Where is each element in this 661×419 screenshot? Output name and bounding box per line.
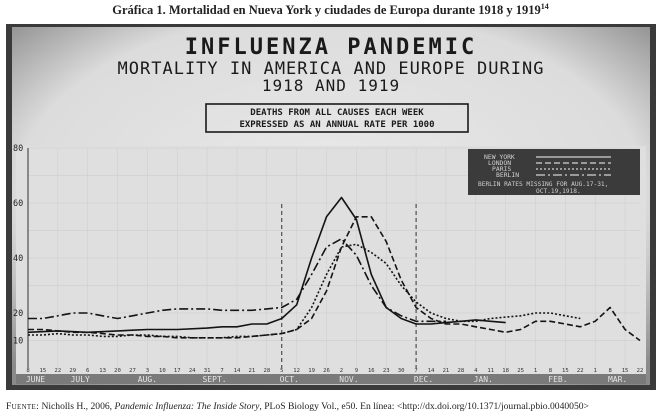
x-week-label: 31	[203, 368, 211, 374]
x-week-label: 19	[308, 368, 315, 374]
chart-subtitle-line2: 1918 AND 1919	[261, 76, 401, 95]
y-tick-label: 20	[13, 309, 24, 319]
legend-note-line2: OCT.19,1918.	[536, 188, 581, 195]
x-week-label: 12	[293, 368, 301, 374]
y-tick-label: 10	[13, 336, 24, 347]
x-week-label: 5	[280, 368, 284, 374]
x-week-label: 23	[382, 368, 390, 374]
x-week-label: 7	[220, 368, 224, 374]
x-week-label: 8	[608, 368, 612, 374]
x-week-label: 16	[367, 368, 375, 374]
x-week-label: 8	[548, 368, 553, 374]
x-week-label: 1	[593, 368, 597, 374]
x-month-label: SEPT.	[202, 375, 227, 384]
x-week-label: 8	[26, 368, 30, 374]
x-month-label: JUNE	[25, 375, 46, 384]
x-week-label: 18	[502, 368, 510, 374]
x-week-label: 2	[339, 368, 344, 374]
x-month-label: NOV.	[339, 375, 359, 384]
x-week-label: 22	[54, 368, 62, 374]
x-week-label: 28	[457, 368, 465, 374]
legend-label-berlin: BERLIN	[496, 171, 520, 179]
x-month-label: AUG.	[137, 375, 158, 384]
x-week-label: 14	[233, 368, 241, 374]
x-week-label: 10	[158, 368, 166, 374]
x-month-label: DEC.	[413, 375, 434, 384]
legend-label-london: LONDON	[488, 159, 512, 167]
legend-label-paris: PARIS	[492, 165, 512, 173]
x-week-label: 22	[576, 368, 584, 374]
caption-box-line1: DEATHS FROM ALL CAUSES EACH WEEK	[250, 108, 424, 118]
x-week-label: 21	[442, 368, 450, 374]
x-week-label: 15	[561, 368, 569, 374]
x-week-label: 15	[39, 368, 47, 374]
source-text-after: , PLoS Biology Vol., e50. En línea: <http://dx.doi.org/10.1371/journal.pbio.0040050>	[259, 401, 589, 412]
x-month-label: JAN.	[473, 375, 493, 384]
chart-title: INFLUENZA PANDEMIC	[184, 35, 478, 60]
x-week-label: 25	[517, 368, 524, 374]
x-week-label: 29	[69, 368, 77, 374]
x-week-label: 4	[474, 368, 478, 374]
legend-label-new-york: NEW YORK	[484, 153, 515, 161]
y-tick-label: 80	[13, 144, 24, 154]
x-week-label: 6	[86, 368, 90, 374]
x-week-label: 17	[173, 368, 181, 374]
figure-heading	[0, 2, 661, 18]
x-week-label: 26	[323, 368, 330, 374]
x-month-label: MAR.	[607, 375, 628, 384]
x-week-label: 27	[129, 368, 136, 374]
x-week-label: 1	[533, 368, 538, 374]
x-month-label: JULY	[70, 375, 90, 384]
caption-box-line2: EXPRESSED AS AN ANNUAL RATE PER 1000	[239, 120, 435, 130]
x-week-label: 15	[621, 368, 629, 374]
chart-subtitle-line1: MORTALITY IN AMERICA AND EUROPE DURING	[117, 59, 545, 79]
x-week-label: 11	[487, 368, 495, 374]
x-month-label: FEB.	[548, 375, 568, 384]
legend-note-line1: BERLIN RATES MISSING FOR AUG.17-31,	[478, 181, 609, 188]
chart-photograph	[6, 24, 656, 390]
source-text-before: Nicholls H., 2006,	[39, 401, 115, 412]
y-tick-label: 40	[13, 254, 24, 264]
figure-heading-ref: 14	[540, 2, 549, 11]
x-week-label: 14	[427, 368, 435, 374]
x-week-label: 24	[188, 368, 196, 374]
x-week-label: 28	[263, 368, 271, 374]
y-tick-label: 60	[13, 199, 24, 209]
x-week-label: 9	[354, 368, 359, 374]
figure-heading-text: Gráfica 1. Mortalidad en Nueva York y ciudades de Europa durante 1918 y 1919	[112, 3, 541, 18]
source-note	[6, 401, 589, 412]
x-week-label: 21	[248, 368, 256, 374]
x-week-label: 30	[397, 368, 405, 374]
x-week-label: 20	[114, 368, 121, 374]
x-week-label: 3	[145, 368, 150, 374]
x-month-label: OCT.	[279, 375, 299, 384]
x-week-label: 7	[414, 368, 418, 374]
x-week-label: 13	[99, 368, 107, 374]
source-label: Fuente:	[6, 401, 40, 412]
source-title: Pandemic Influenza: The Inside Story	[114, 401, 260, 412]
x-week-label: 22	[636, 368, 644, 374]
